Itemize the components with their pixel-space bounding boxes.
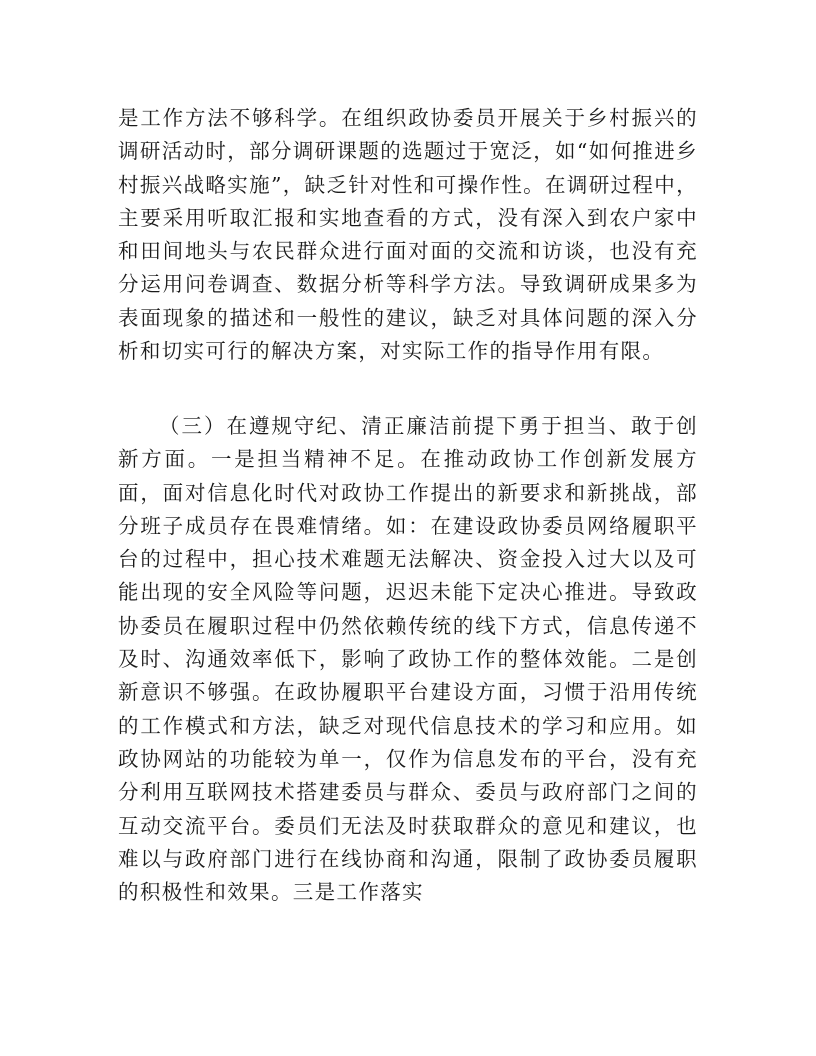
paragraph-section-three: （三）在遵规守纪、清正廉洁前提下勇于担当、敢于创新方面。一是担当精神不足。在推动政协工作创新发展方面，面对信息化时代对政协工作提出的新要求和新挑战，部分班子成员存在畏难情绪。如：在建设政协委员网络履职平台的过程中，担心技术难题无法解决、资金投入过大以及可能出现的安全风险等问题，迟迟未能下定决心推进。导致政协委员在履职过程中仍然依赖传统的线下方式，信息传递不及时、沟通效率低下，影响了政协工作的整体效能。二是创新意识不够强。在政协履职平台建设方面，习惯于沿用传统的工作模式和方法，缺乏对现代信息技术的学习和应用。如政协网站的功能较为单一，仅作为信息发布的平台，没有充分利用互联网技术搭建委员与群众、委员与政府部门之间的互动交流平台。委员们无法及时获取群众的意见和建议，也难以与政府部门进行在线协商和沟通，限制了政协委员履职的积极性和效果。三是工作落实 <box>118 414 698 905</box>
paragraph-research-methods: 是工作方法不够科学。在组织政协委员开展关于乡村振兴的调研活动时，部分调研课题的选题过于宽泛，如“如何推进乡村振兴战略实施”，缺乏针对性和可操作性。在调研过程中，主要采用听取汇报和实地查看的方式，没有深入到农户家中和田间地头与农民群众进行面对面的交流和访谈，也没有充分运用问卷调查、数据分析等科学方法。导致调研成果多为表面现象的描述和一般性的建议，缺乏对具体问题的深入分析和切实可行的解决方案，对实际工作的指导作用有限。 <box>118 106 698 364</box>
